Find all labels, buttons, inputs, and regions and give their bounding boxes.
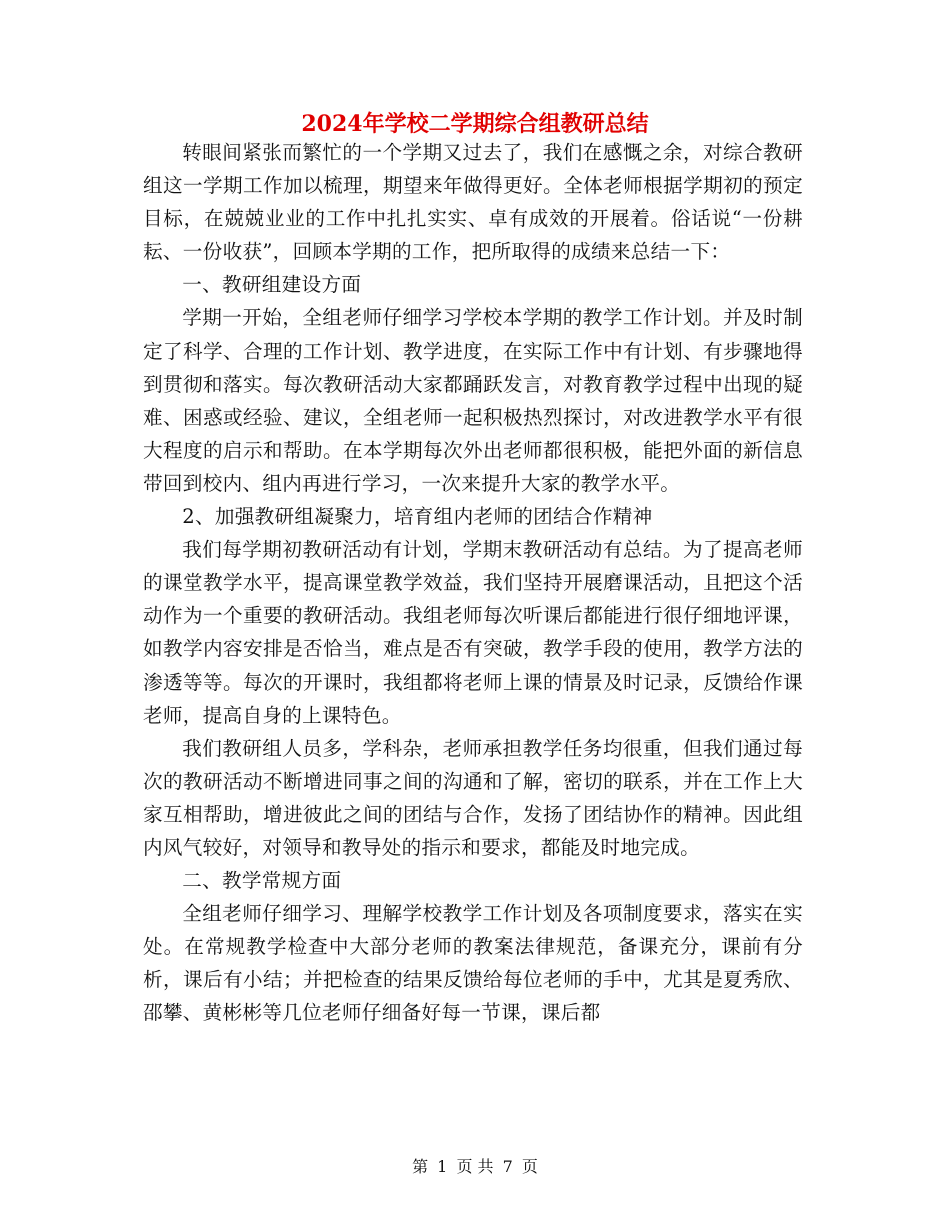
footer-page-total: 7: [502, 1157, 513, 1176]
paragraph-4: 全组老师仔细学习、理解学校教学工作计划及各项制度要求，落实在实处。在常规教学检查中大部分老师的教案法律规范，备课充分，课前有分析，课后有小结；并把检查的结果反馈给每位老师的手中，尤其是夏秀欣、邵攀、黄彬彬等几位老师仔细备好每一节课，课后都: [143, 902, 803, 1025]
section-heading-2: 2、加强教研组凝聚力，培育组内老师的团结合作精神: [182, 505, 653, 529]
section-heading-1: 一、教研组建设方面: [182, 273, 362, 297]
footer-prefix: 第: [412, 1157, 429, 1176]
footer-page-number: 1: [437, 1157, 448, 1176]
paragraph-3: 我们教研组人员多，学科杂，老师承担教学任务均很重，但我们通过每次的教研活动不断增进同事之间的沟通和了解，密切的联系，并在工作上大家互相帮助，增进彼此之间的团结与合作，发扬了团结协作的精神。因此组内风气较好，对领导和教导处的指示和要求，都能及时地完成。: [143, 736, 803, 859]
page-footer: [0, 1156, 950, 1178]
footer-suffix: 页: [521, 1157, 538, 1176]
document-title: 2024年学校二学期综合组教研总结: [301, 111, 649, 137]
paragraph-2: 我们每学期初教研活动有计划，学期末教研活动有总结。为了提高老师的课堂教学水平，提高课堂教学效益，我们坚持开展磨课活动，且把这个活动作为一个重要的教研活动。我组老师每次听课后都能进行很仔细地评课，如教学内容安排是否恰当，难点是否有突破，教学手段的使用，教学方法的渗透等等。每次的开课时，我组都将老师上课的情景及时记录，反馈给作课老师，提高自身的上课特色。: [143, 538, 803, 727]
section-heading-3: 二、教学常规方面: [182, 869, 342, 893]
document-body: [143, 136, 803, 1030]
footer-middle: 页 共: [456, 1157, 494, 1176]
paragraph-intro: 转眼间紧张而繁忙的一个学期又过去了，我们在感慨之余，对综合教研组这一学期工作加以梳理，期望来年做得更好。全体老师根据学期初的预定目标，在兢兢业业的工作中扎扎实实、卓有成效的开展着。俗话说“一份耕耘、一份收获”，回顾本学期的工作，把所取得的成绩来总结一下：: [143, 141, 803, 264]
paragraph-1: 学期一开始，全组老师仔细学习学校本学期的教学工作计划。并及时制定了科学、合理的工作计划、教学进度，在实际工作中有计划、有步骤地得到贯彻和落实。每次教研活动大家都踊跃发言，对教育教学过程中出现的疑难、困惑或经验、建议，全组老师一起积极热烈探讨，对改进教学水平有很大程度的启示和帮助。在本学期每次外出老师都很积极，能把外面的新信息带回到校内、组内再进行学习，一次来提升大家的教学水平。: [143, 306, 803, 495]
